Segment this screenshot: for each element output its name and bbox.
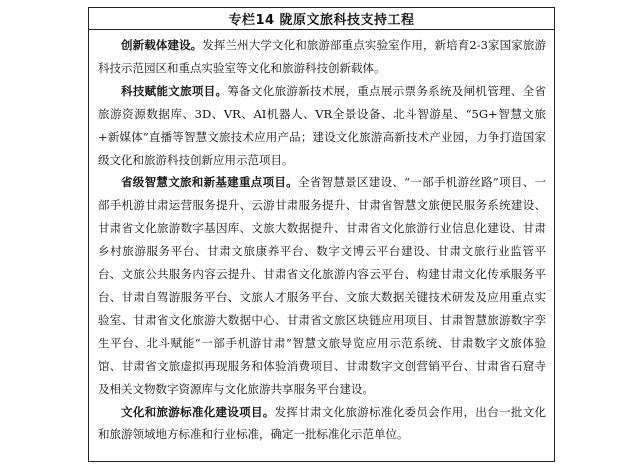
paragraph-lead: 省级智慧文旅和新基建重点项目。 bbox=[121, 175, 298, 190]
paragraph-text: 发挥兰州大学文化和旅游部重点实验室作用，新培育2-3家国家旅游科技示范园区和重点实验室等文化和旅游科技创新载体。 bbox=[98, 38, 547, 75]
paragraph-standardization bbox=[98, 401, 546, 447]
box-title: 专栏14 陇原文旅科技支持工程 bbox=[228, 13, 415, 28]
box-header bbox=[89, 8, 554, 30]
paragraph-text: 筹备文化旅游新技术展，重点展示票务系统及闸机管理、全省旅游资源数据库、3D、VR、AI机器人、VR全景设备、北斗智游星、“5G+智慧文旅+新媒体”直播等智慧文旅技术应用产品；建设文化旅游高新技术产业园，力争打造国家级文化和旅游科技创新应用示范项目。 bbox=[98, 83, 546, 167]
paragraph-lead: 文化和旅游标准化建设项目。 bbox=[121, 404, 275, 419]
paragraph-text: 全省智慧景区建设、“一部手机游丝路”项目、一部手机游甘肃运营服务提升、云游甘肃服务提升、甘肃省智慧文旅便民服务系统建设、甘肃省文化旅游数字基因库、文旅大数据提升、甘肃省文化旅游行业信息化建设、甘肃乡村旅游服务平台、甘肃文旅康养平台、数字文博云平台建设、甘肃文旅行业监管平台、文旅公共服务内容云提升、甘肃省文化旅游内容云平台、构建甘肃文化传承服务平台、甘肃自驾游服务平台、文旅人才服务平台、文旅大数据关键技术研发及应用重点实验室、甘肃省文化旅游大数据中心、甘肃省文旅区块链应用项目、甘肃智慧旅游数字孪生平台、北斗赋能“一部手机游甘肃”智慧文旅导览应用示范系统、甘肃数字文旅体验馆、甘肃省文旅虚拟再现服务和体验消费项目、甘肃数字文创营销平台、甘肃省石窟寺及相关文物数字资源库与文化旅游共享服务平台建设。 bbox=[98, 175, 547, 396]
feature-box bbox=[88, 7, 555, 462]
paragraph-text: 发挥甘肃文化旅游标准化委员会作用，出台一批文化和旅游领域地方标准和行业标准，确定一批标准化示范单位。 bbox=[98, 404, 547, 442]
paragraph-innovation-carriers bbox=[98, 34, 546, 80]
paragraph-lead: 创新载体建设。 bbox=[121, 38, 203, 52]
paragraph-tech-empowerment bbox=[98, 80, 546, 172]
box-content bbox=[89, 30, 554, 446]
paragraph-lead: 科技赋能文旅项目。 bbox=[121, 83, 228, 98]
paragraph-smart-tourism bbox=[98, 171, 546, 400]
